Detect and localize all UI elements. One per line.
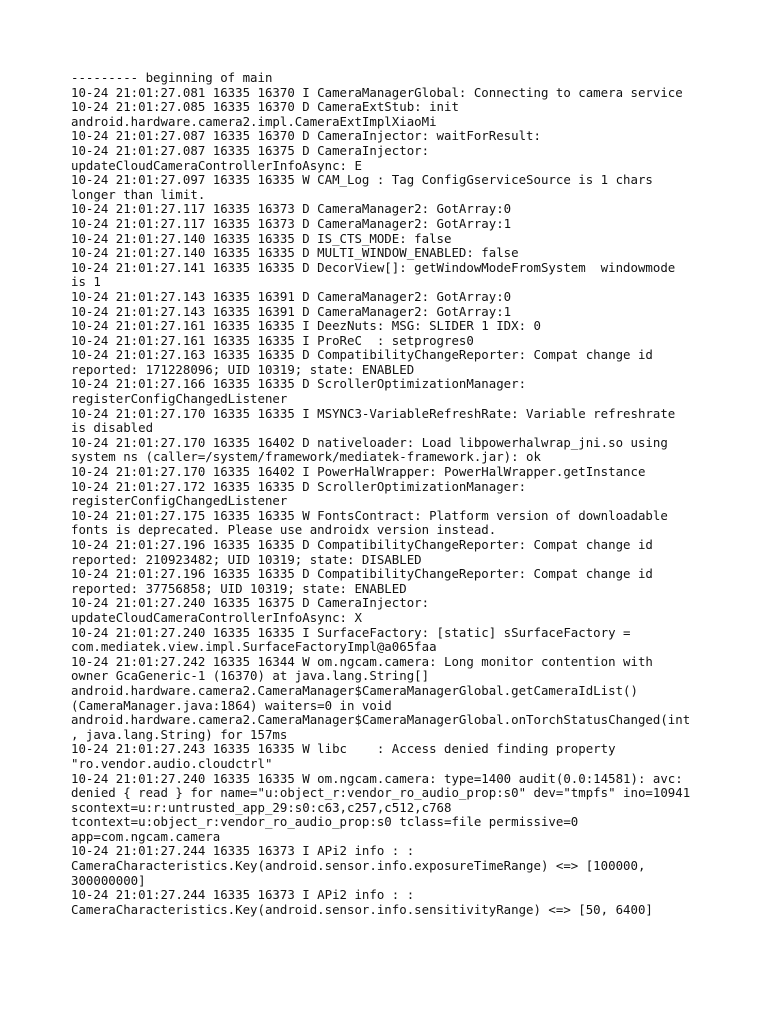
log-line: 10-24 21:01:27.143 16335 16391 D CameraManager2: GotArray:0 (71, 288, 512, 304)
log-line: 10-24 21:01:27.244 16335 16373 I APi2 info : : CameraCharacteristics.Key(android.sensor.info.sensitivityRange) <=> [50, 6400] (71, 887, 653, 917)
log-line: 10-24 21:01:27.141 16335 16335 D DecorView[]: getWindowModeFromSystem windowmode is 1 (71, 259, 676, 290)
log-line: 10-24 21:01:27.170 16335 16402 D nativeloader: Load libpowerhalwrap_jni.so using system ns (caller=/system/framework/mediatek-framework.jar): ok (71, 434, 668, 465)
log-line: 10-24 21:01:27.242 16335 16344 W om.ngcam.camera: Long monitor contention with owner GcaGeneric-1 (16370) at java.lang.String[] android.hardware.camera2.CameraManager$CameraManagerGlobal.getCameraIdList() (CameraManager.java:1864) waiters=0 in void android.hardware.camera2.CameraManager$CameraManagerGlobal.onTorchStatusChanged(int , java.lang.String) for 157ms (71, 653, 691, 742)
log-line: 10-24 21:01:27.143 16335 16391 D CameraManager2: GotArray:1 (71, 303, 512, 319)
log-line: 10-24 21:01:27.087 16335 16375 D CameraInjector: updateCloudCameraControllerInfoAsync: E (71, 142, 430, 173)
log-line: 10-24 21:01:27.161 16335 16335 I DeezNuts: MSG: SLIDER 1 IDX: 0 (71, 318, 541, 334)
log-line: 10-24 21:01:27.196 16335 16335 D CompatibilityChangeReporter: Compat change id reported: 210923482; UID 10319; state: DISABLED (71, 537, 653, 567)
log-line: 10-24 21:01:27.163 16335 16335 D CompatibilityChangeReporter: Compat change id reported: 171228096; UID 10319; state: ENABLED (71, 347, 653, 377)
log-line: 10-24 21:01:27.243 16335 16335 W libc : Access denied finding property "ro.vendor.audio.cloudctrl" (71, 741, 616, 771)
log-line: 10-24 21:01:27.240 16335 16375 D CameraInjector: updateCloudCameraControllerInfoAsync: X (71, 595, 430, 625)
log-line: 10-24 21:01:27.117 16335 16373 D CameraManager2: GotArray:1 (71, 215, 512, 231)
log-line: 10-24 21:01:27.140 16335 16335 D MULTI_WINDOW_ENABLED: false (71, 245, 519, 261)
log-document (71, 71, 711, 917)
log-line: 10-24 21:01:27.161 16335 16335 I ProReC : setprogres0 (71, 332, 474, 348)
log-line: 10-24 21:01:27.081 16335 16370 I CameraManagerGlobal: Connecting to camera service (71, 84, 683, 100)
log-line: 10-24 21:01:27.140 16335 16335 D IS_CTS_MODE: false (71, 230, 452, 246)
log-line: 10-24 21:01:27.172 16335 16335 D ScrollerOptimizationManager: registerConfigChangedListener (71, 478, 527, 509)
log-line: 10-24 21:01:27.166 16335 16335 D ScrollerOptimizationManager: registerConfigChangedListener (71, 376, 527, 407)
log-line: 10-24 21:01:27.240 16335 16335 W om.ngcam.camera: type=1400 audit(0.0:14581): avc: denied { read } for name="u:object_r:vendor_ro_audio_prop:s0" dev="tmpfs" ino=10941 scontext=u:r:untrusted_app_29:s0:c63,c257,c512,c768 tcontext=u:object_r:vendor_ro_audio_prop:s0 tclass=file permissive=0 app=com.ngcam.camera (71, 770, 691, 844)
log-line: 10-24 21:01:27.097 16335 16335 W CAM_Log : Tag ConfigGserviceSource is 1 chars longer than limit. (71, 172, 653, 202)
log-line: 10-24 21:01:27.087 16335 16370 D CameraInjector: waitForResult: (71, 128, 541, 144)
log-line: 10-24 21:01:27.244 16335 16373 I APi2 info : : CameraCharacteristics.Key(android.sensor.info.exposureTimeRange) <=> [100000, 300000000] (71, 843, 646, 888)
log-line: 10-24 21:01:27.240 16335 16335 I SurfaceFactory: [static] sSurfaceFactory = com.mediatek.view.impl.SurfaceFactoryImpl@a065faa (71, 624, 631, 655)
log-line: 10-24 21:01:27.170 16335 16335 I MSYNC3-VariableRefreshRate: Variable refreshrate is disabled (71, 405, 676, 436)
log-line: --------- beginning of main (71, 70, 273, 85)
log-line: 10-24 21:01:27.175 16335 16335 W FontsContract: Platform version of downloadable fonts is deprecated. Please use androidx version instead. (71, 507, 668, 538)
log-line: 10-24 21:01:27.117 16335 16373 D CameraManager2: GotArray:0 (71, 201, 512, 217)
log-line: 10-24 21:01:27.196 16335 16335 D CompatibilityChangeReporter: Compat change id reported: 37756858; UID 10319; state: ENABLED (71, 566, 653, 596)
log-line: 10-24 21:01:27.085 16335 16370 D CameraExtStub: init android.hardware.camera2.impl.CameraExtImplXiaoMi (71, 99, 459, 129)
log-line: 10-24 21:01:27.170 16335 16402 I PowerHalWrapper: PowerHalWrapper.getInstance (71, 464, 646, 480)
